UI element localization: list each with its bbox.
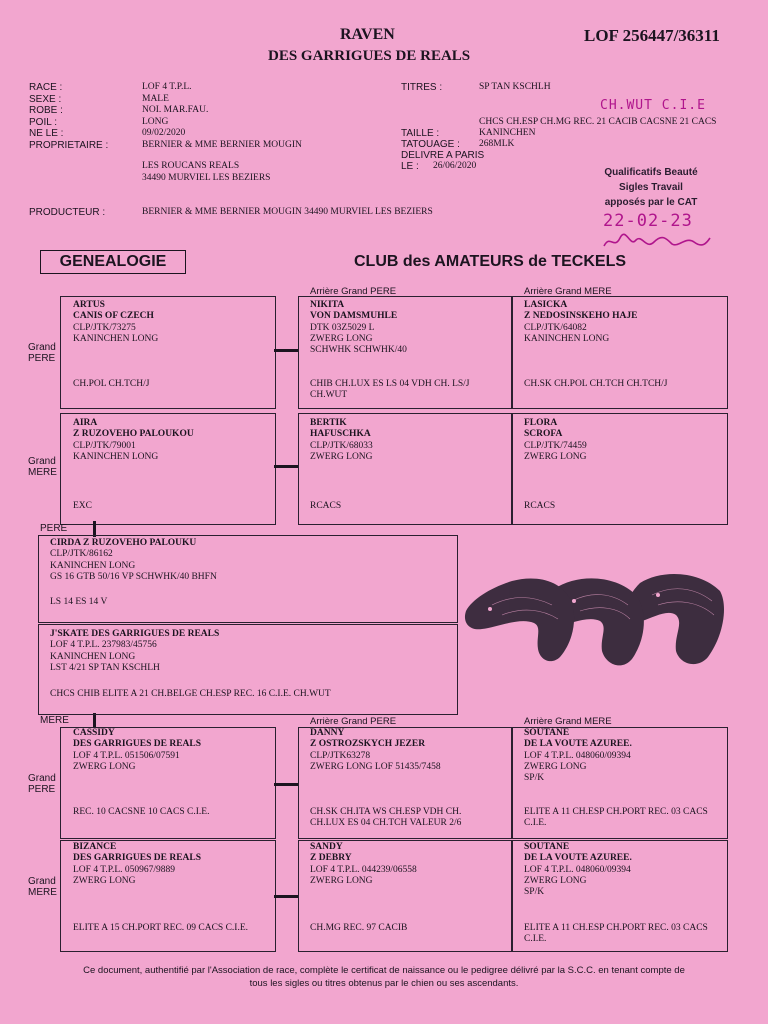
sire-grandfather: ARTUS CANIS OF CZECH CLP/JTK/73275 KANINCHEN LONG (73, 300, 159, 344)
connector (274, 895, 298, 898)
producer-value: BERNIER & MME BERNIER MOUGIN 34490 MURVIEL LES BEZIERS (142, 207, 433, 217)
titles-line: CHCS CH.ESP CH.MG REC. 21 CACIB CACSNE 21 CACS (479, 117, 717, 127)
stamp-line2: Sigles Travail (619, 182, 683, 193)
dam-ggf1-titles: CH.SK CH.ITA WS CH.ESP VDH CH. CH.LUX ES 04 CH.TCH VALEUR 2/6 (310, 807, 462, 829)
handwritten-title: CH.WUT C.I.E (600, 98, 706, 113)
dog-affix: DES GARRIGUES DE REALS (268, 48, 471, 64)
le-value: 26/06/2020 (433, 161, 477, 171)
value-sexe: MALE (142, 93, 169, 104)
taille-label: TAILLE : (401, 128, 440, 139)
col-header-arriere-mere-2: Arrière Grand MERE (524, 716, 612, 727)
connector (274, 465, 298, 468)
sire-ggf2-titles: RCACS (310, 501, 342, 511)
label-mere: MERE (40, 715, 69, 726)
label-poil: POIL : (29, 116, 57, 128)
value-race: LOF 4 T.P.L. (142, 82, 192, 92)
signature (602, 232, 712, 252)
sire-ggm2-titles: RCACS (524, 501, 556, 511)
label-proprietaire: PROPRIETAIRE : (29, 139, 109, 151)
sire-ggm1-titles: CH.SK CH.POL CH.TCH CH.TCH/J (524, 379, 668, 389)
label-robe: ROBE : (29, 105, 63, 117)
sire-ggf2: BERTIK HAFUSCHKA CLP/JTK/68033 ZWERG LONG (310, 418, 373, 462)
dam-ggm1-titles: ELITE A 11 CH.ESP CH.PORT REC. 03 CACS C.I.E. (524, 807, 708, 829)
dam-ggf2: SANDY Z DEBRY LOF 4 T.P.L. 044239/06558 ZWERG LONG (310, 842, 417, 886)
col-header-arriere-pere: Arrière Grand PERE (310, 286, 397, 297)
dam-grandfather-titles: REC. 10 CACSNE 10 CACS C.I.E. (73, 807, 210, 817)
sire-ggm1: LASICKA Z NEDOSINSKEHO HAJE CLP/JTK/64082 KANINCHEN LONG (524, 300, 638, 344)
label-sexe: SEXE : (29, 93, 62, 105)
sire-grandfather-titles: CH.POL CH.TCH/J (73, 379, 150, 389)
sire-grandmother: AIRA Z RUZOVEHO PALOUKOU CLP/JTK/79001 KANINCHEN LONG (73, 418, 194, 462)
delivre-label: DELIVRE A PARIS (401, 150, 485, 161)
titres-label: TITRES : (401, 82, 443, 93)
dam-ggm2-titles: ELITE A 11 CH.ESP CH.PORT REC. 03 CACS C.I.E. (524, 923, 708, 945)
producer-label: PRODUCTEUR : (29, 207, 106, 218)
sire-ggf1: NIKITA VON DAMSMUHLE DTK 03Z5029 L ZWERG LONG SCHWHK SCHWHK/40 (310, 300, 407, 356)
dam-grandmother-titles: ELITE A 15 CH.PORT REC. 09 CACS C.I.E. (73, 923, 249, 933)
stamp-date: 22-02-23 (603, 211, 693, 231)
sire-details: CIRDA Z RUZOVEHO PALOUKU CLP/JTK/86162 KANINCHEN LONG GS 16 GTB 50/16 VP SCHWHK/40 BHFN (50, 538, 217, 582)
dam-ggm1: SOUTANE DE LA VOUTE AZUREE. LOF 4 T.P.L. 048060/09394 ZWERG LONG SP/K (524, 728, 632, 784)
address-line2: 34490 MURVIEL LES BEZIERS (142, 172, 271, 183)
club-title: CLUB des AMATEURS de TECKELS (354, 253, 627, 270)
dam-titles: CHCS CHIB ELITE A 21 CH.BELGE CH.ESP REC. 16 C.I.E. CH.WUT (50, 689, 331, 699)
sire-ggf1-titles: CHIB CH.LUX ES LS 04 VDH CH. LS/J CH.WUT (310, 379, 470, 401)
tatouage-label: TATOUAGE : (401, 139, 460, 150)
col-header-arriere-pere-2: Arrière Grand PERE (310, 716, 397, 727)
value-robe: NOI. MAR.FAU. (142, 105, 209, 116)
dam-grandfather: CASSIDY DES GARRIGUES DE REALS LOF 4 T.P.L. 051506/07591 ZWERG LONG (73, 728, 202, 772)
value-ne-le: 09/02/2020 (142, 128, 186, 139)
label-grand-mere-dam: Grand MERE (28, 876, 57, 898)
value-proprietaire: BERNIER & MME BERNIER MOUGIN (142, 139, 302, 150)
label-grand-pere-dam: Grand PERE (28, 773, 56, 795)
sire-titles: LS 14 ES 14 V (50, 597, 108, 607)
lof-number: LOF 256447/36311 (584, 26, 720, 45)
tatouage-value: 268MLK (479, 139, 515, 149)
label-ne-le: NE LE : (29, 128, 64, 140)
address-line1: LES ROUCANS REALS (142, 161, 240, 171)
owner-address (142, 161, 270, 184)
footer-note: Ce document, authentifié par l'Association de race, complète le certificat de naissance ou le pedigree délivré par la S.C.C. en tenant compte de tous les sigles ou titres obtenus par le chien ou ses ascendants. (83, 965, 685, 989)
genealogie-heading: GENEALOGIE (40, 250, 186, 274)
dam-details: J'SKATE DES GARRIGUES DE REALS LOF 4 T.P.L. 237983/45756 KANINCHEN LONG LST 4/21 SP TAN KSCHLH (50, 629, 220, 673)
value-poil: LONG (142, 116, 169, 127)
dachshund-heads-illustration (462, 565, 728, 675)
identity-values (142, 82, 302, 152)
connector (274, 783, 298, 786)
cat-stamp (596, 165, 706, 210)
sire-ggm2: FLORA SCROFA CLP/JTK/74459 ZWERG LONG (524, 418, 587, 462)
label-race: RACE : (29, 82, 63, 93)
dam-ggf2-titles: CH.MG REC. 97 CACIB (310, 923, 408, 933)
taille-value: KANINCHEN (479, 128, 536, 138)
connector (93, 713, 96, 727)
titres-value: SP TAN KSCHLH (479, 82, 551, 92)
identity-labels (29, 82, 108, 152)
dam-ggm2: SOUTANE DE LA VOUTE AZUREE. LOF 4 T.P.L. 048060/09394 ZWERG LONG SP/K (524, 842, 632, 898)
stamp-line3: apposés par le CAT (604, 197, 698, 208)
dog-name: RAVEN (340, 26, 395, 43)
col-header-arriere-mere: Arrière Grand MERE (524, 286, 612, 297)
label-grand-pere-sire: Grand PERE (28, 342, 56, 364)
connector (274, 349, 298, 352)
stamp-line1: Qualificatifs Beauté (604, 167, 698, 178)
label-grand-mere-sire: Grand MERE (28, 456, 57, 478)
le-label: LE : (401, 161, 419, 172)
dam-ggf1: DANNY Z OSTROZSKYCH JEZER CLP/JTK63278 ZWERG LONG LOF 51435/7458 (310, 728, 441, 772)
sire-grandmother-titles: EXC (73, 501, 92, 511)
dam-grandmother: BIZANCE DES GARRIGUES DE REALS LOF 4 T.P.L. 050967/9889 ZWERG LONG (73, 842, 202, 886)
label-pere: PERE (40, 523, 68, 534)
